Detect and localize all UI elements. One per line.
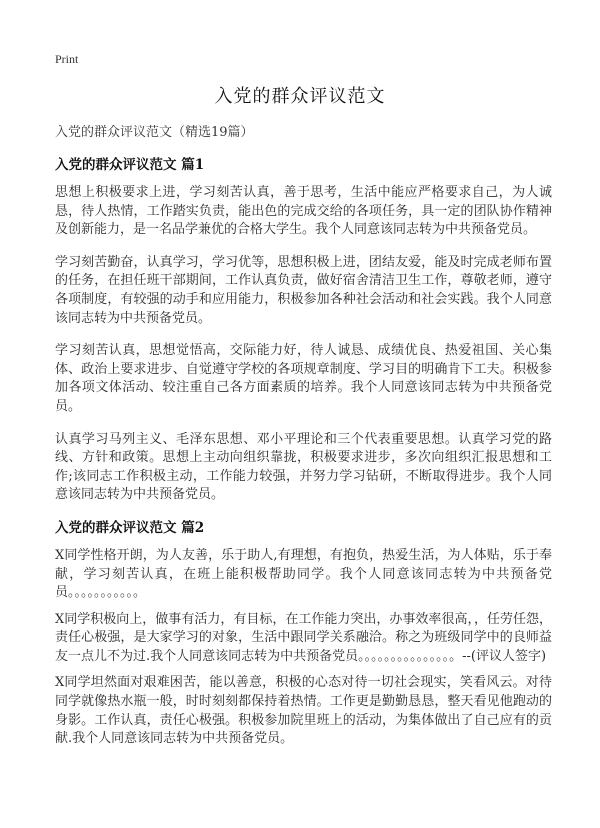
paragraph: X同学积极向上，做事有活力，有目标，在工作能力突出，办事效率很高，，任劳任怨，责任心极强，是大家学习的对象，生活中跟同学关系融洽。称之为班级同学中的良师益友一点儿不为过.我个人同意该同志转为中共预备党员。。。。。。。。。。。。。。。--(评议人签字) bbox=[55, 611, 552, 664]
section-heading: 入党的群众评议范文 篇2 bbox=[55, 519, 205, 536]
document-subtitle: 入党的群众评议范文（精选19篇） bbox=[55, 125, 254, 140]
paragraph: X同学坦然面对艰难困苦，能以善意，积极的心态对待一切社会现实，笑看风云。对待同学就像热水瓶一般，时时刻刻都保持着热情。工作更是勤勤恳恳，整天看见他跑动的身影。工作认真，责任心极强。积极参加院里班上的活动，为集体做出了自己应有的贡献.我个人同意该同志转为中共预备党员。 bbox=[55, 675, 552, 747]
paragraph: X同学性格开朗，为人友善，乐于助人,有理想，有抱负，热爱生活，为人体贴，乐于奉献，学习刻苦认真，在班上能积极帮助同学。我个人同意该同志转为中共预备党员。。。。。。。。。。。 bbox=[55, 547, 552, 601]
paragraph: 思想上积极要求上进，学习刻苦认真，善于思考，生活中能应严格要求自己，为人诚恳，待人热情，工作踏实负责，能出色的完成交给的各项任务，具一定的团队协作精神及创新能力，是一名品学兼优的合格大学生。我个人同意该同志转为中共预备党员。 bbox=[55, 185, 552, 238]
section-2 bbox=[55, 519, 552, 749]
page-title: 入党的群众评议范文 bbox=[214, 86, 386, 107]
document-body bbox=[55, 124, 552, 757]
section-1 bbox=[55, 156, 552, 505]
section-heading: 入党的群众评议范文 篇1 bbox=[55, 157, 205, 173]
paragraph: 认真学习马列主义、毛泽东思想、邓小平理论和三个代表重要思想。认真学习党的路线、方针和政策。思想上主动向组织靠拢，积极要求进步，多次向组织汇报思想和工作;该同志工作积极主动，工作能力较强，并努力学习钻研，不断取得进步。我个人同意该同志转为中共预备党员。 bbox=[55, 431, 552, 503]
paragraph: 学习刻苦认真，思想觉悟高，交际能力好，待人诚恳、成绩优良、热爱祖国、关心集体、政治上要求进步、自觉遵守学校的各项规章制度、学习目的明确肯下工夫。积极参加各项文体活动、较注重自己各方面素质的培养。我个人同意该同志转为中共预备党员。 bbox=[55, 343, 552, 414]
paragraph: 学习刻苦勤奋，认真学习，学习优等，思想积极上进，团结友爱，能及时完成老师布置的任务，在担任班干部期间，工作认真负责，做好宿舍清洁卫生工作，尊敬老师，遵守各项制度，有较强的动手和应用能力，积极参加各种社会活动和社会实践。我个人同意该同志转为中共预备党员。 bbox=[55, 254, 552, 326]
print-label: Print bbox=[55, 52, 79, 66]
